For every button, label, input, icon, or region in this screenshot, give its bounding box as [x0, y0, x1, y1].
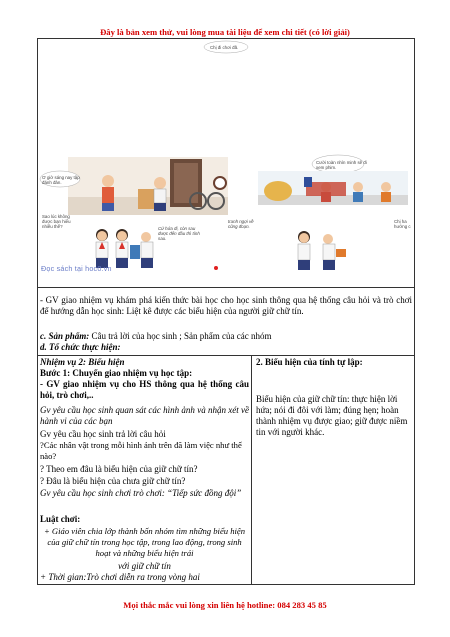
scene-home: [68, 157, 228, 215]
right-content: Biểu hiện của giữ chữ tín: thực hiện lời hứa; nói đi đôi với làm; đúng hẹn; hoàn thành nhiệm vụ được giao; giữ được niềm tin với người khác.: [256, 394, 408, 437]
step1-heading: Bước 1: Chuyển giao nhiệm vụ học tập:: [40, 368, 193, 378]
watermark: Đọc sách tại hoc0.vn: [41, 264, 112, 273]
rule-1: + Giáo viên chia lớp thành bốn nhóm tìm những biểu hiện của giữ chữ tín trong học tập, trong lao động, trong sinh hoạt và những biểu hiện trái: [43, 526, 245, 558]
task-title: Nhiệm vụ 2: Biểu hiện: [40, 357, 125, 367]
right-heading: 2. Biểu hiện của tính tự lập:: [256, 357, 363, 367]
organize-label: d. Tổ chức thực hiện:: [40, 342, 121, 352]
hotline-banner: Mọi thắc mắc vui lòng xin liên hệ hotline: 084 283 45 85: [123, 600, 327, 610]
question-1: ?Các nhân vật trong mỗi hình ảnh trên đã làm việc như thế nào?: [40, 440, 242, 461]
rules-label: Luật chơi:: [40, 514, 81, 524]
caption-5: Cứ hứa đi, còn sau được đến đâu thì tính sau.: [158, 226, 200, 242]
preview-banner: Đây là bản xem thử, vui lòng mua tài liệu để xem chi tiết (có lời giải): [100, 27, 350, 37]
column-divider: [251, 355, 252, 585]
caption-1: Chị đi chơi đã.: [210, 45, 239, 50]
product-line: [40, 331, 412, 342]
row-divider-header: [37, 355, 415, 356]
row-divider-illustration: [37, 287, 415, 288]
rule-1-end: với giữ chữ tín: [118, 561, 171, 571]
caption-3: Cười toàn nhìn minh sẽ đi xem phim.: [316, 160, 367, 171]
question-2: ? Theo em đâu là biểu hiện của giữ chữ tín?: [40, 464, 198, 474]
caption-4: Sao lúc không được bạn hiểu nhiều thế?: [42, 214, 71, 230]
rule-2: + Thời gian:Trò chơi diễn ra trong vòng hai: [40, 572, 200, 582]
comic-illustration: [38, 39, 414, 286]
question-3: ? Đâu là biểu hiện của chưa giữ chữ tín?: [40, 476, 186, 486]
caption-6: tranh ngợi về cũng đoạn.: [228, 219, 254, 230]
intro-task-text: - GV giao nhiệm vụ khám phá kiến thức bài học cho học sinh thông qua hệ thống câu hỏi và trò chơi để hướng dẫn học sinh: Liệt kê được các biểu hiện của người giữ chữ tín.: [40, 295, 412, 316]
product-text: Câu trả lời của học sinh ; Sản phẩm của các nhóm: [89, 331, 272, 341]
caption-2: Ơ giờ sáng nay tập đánh đàn.: [42, 175, 80, 186]
teacher-assign: - GV giao nhiệm vụ cho HS thông qua hệ thống câu hỏi, trò chơi,..: [40, 379, 249, 400]
scene-street: [258, 171, 408, 205]
red-dot-icon: [214, 266, 218, 270]
answer-requirement: Gv yêu cầu học sinh trả lời câu hỏi: [40, 429, 166, 439]
observe-instruction: Gv yêu cầu học sinh quan sát các hình ảnh và nhận xét về hành vi của các bạn: [40, 405, 249, 426]
product-label: c. Sản phẩm:: [40, 331, 90, 341]
caption-7: Chị ha hướng c: [394, 219, 411, 230]
game-instruction: Gv yêu cầu học sinh chơi trò chơi: “Tiếp sức đồng đội”: [40, 488, 242, 498]
